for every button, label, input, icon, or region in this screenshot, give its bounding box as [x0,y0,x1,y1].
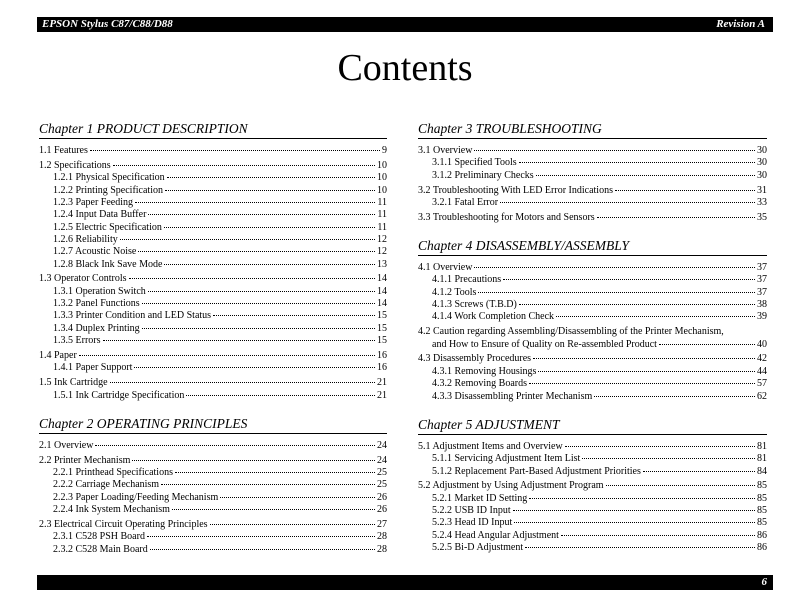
toc-entry-title: 2.1 Overview [39,439,94,451]
dot-leader [606,485,755,486]
toc-entry-title: 4.3.1 Removing Housings [432,365,537,377]
toc-entry-page: 31 [757,184,767,196]
toc-entry-page: 26 [377,504,387,516]
toc-entry-page: 30 [757,157,767,169]
toc-entry-page: 26 [377,491,387,503]
toc-entry-page: 15 [377,335,387,347]
toc-entry-title: 3.3 Troubleshooting for Motors and Sensors [418,211,595,223]
toc-entry[interactable] [39,350,387,362]
dot-leader [514,522,755,523]
dot-leader [172,509,375,510]
toc-entry-page: 28 [377,531,387,543]
toc-entry-page: 38 [757,299,767,311]
dot-leader [165,190,375,191]
toc-entry-page: 84 [757,465,767,477]
dot-leader [150,549,375,550]
dot-leader [147,536,375,537]
page-number: 6 [761,576,767,588]
toc-entry[interactable] [39,185,387,197]
dot-leader [519,162,755,163]
toc-entry-title: 5.2.4 Head Angular Adjustment [432,529,559,541]
toc-entry-title: 1.2.4 Input Data Buffer [53,209,147,221]
toc-entry-page: 81 [757,453,767,465]
chapter-spacer [418,224,767,237]
toc-entry[interactable] [39,273,387,285]
dot-leader [220,497,375,498]
dot-leader [148,214,375,215]
toc-entry[interactable] [418,326,767,338]
toc-entry[interactable] [39,160,387,172]
toc-entry-title: 4.1.4 Work Completion Check [432,311,555,323]
header-bar [37,17,773,32]
toc-entry[interactable] [418,517,767,529]
toc-entry[interactable] [39,246,387,258]
toc-entry[interactable] [39,504,387,516]
toc-left-column [39,120,387,556]
toc-entry-page: 86 [757,542,767,554]
toc-entry-page: 37 [757,286,767,298]
toc-entry-page: 85 [757,517,767,529]
dot-leader [134,367,375,368]
toc-entry-page: 25 [377,467,387,479]
dot-leader [536,175,755,176]
dot-leader [503,279,755,280]
toc-entry-page: 11 [377,196,387,208]
dot-leader [90,150,380,151]
toc-entry-page: 62 [757,390,767,402]
dot-leader [110,382,375,383]
toc-entry-page: 85 [757,505,767,517]
chapter-heading[interactable]: Chapter 2 OPERATING PRINCIPLES [39,415,387,434]
toc-entry[interactable] [39,390,387,402]
toc-entry[interactable] [39,492,387,504]
toc-entry-page: 44 [757,365,767,377]
toc-entry[interactable] [418,493,767,505]
toc-entry[interactable] [418,339,767,351]
toc-entry[interactable] [39,544,387,556]
toc-entry[interactable] [418,542,767,554]
chapter-heading[interactable]: Chapter 4 DISASSEMBLY/ASSEMBLY [418,237,767,256]
dot-leader [113,165,375,166]
toc-entry-title: 1.2.8 Black Ink Save Mode [53,258,163,270]
toc-entry-page: 16 [377,362,387,374]
toc-entry-page: 40 [757,338,767,350]
toc-entry-page: 85 [757,480,767,492]
toc-entry[interactable] [418,262,767,274]
toc-entry[interactable] [39,440,387,452]
toc-entry-page: 30 [757,145,767,156]
toc-entry[interactable] [39,209,387,221]
chapter-heading[interactable]: Chapter 3 TROUBLESHOOTING [418,120,767,139]
dot-leader [513,510,755,511]
toc-entry-title: 1.2.7 Acoustic Noise [53,246,137,258]
toc-entry[interactable] [418,311,767,323]
toc-entry-title: 3.2 Troubleshooting With LED Error Indications [418,184,613,196]
toc-entry-title: 5.2.2 USB ID Input [432,505,511,517]
toc-entry-title: 1.5.1 Ink Cartridge Specification [53,389,185,401]
toc-entry-title: 1.4 Paper [39,350,77,361]
toc-entry[interactable] [39,310,387,322]
toc-entry-page: 21 [377,377,387,389]
toc-entry[interactable] [39,519,387,531]
toc-entry-page: 24 [377,439,387,451]
toc-entry[interactable] [39,197,387,209]
dot-leader [103,340,376,341]
toc-entry-title: 1.3.5 Errors [53,335,101,347]
toc-entry-page: 27 [377,518,387,530]
dot-leader [519,304,755,305]
dot-leader [561,535,755,536]
dot-leader [474,150,755,151]
toc-entry[interactable] [418,170,767,182]
toc-entry[interactable] [39,479,387,491]
toc-entry[interactable] [39,286,387,298]
toc-entry-page: 10 [377,172,387,184]
dot-leader [129,278,376,279]
toc-entry-title: 5.2 Adjustment by Using Adjustment Program [418,480,604,492]
toc-entry-title: 4.3 Disassembly Procedures [418,353,532,365]
toc-entry-page: 11 [377,221,387,233]
toc-entry-page: 14 [377,273,387,285]
toc-entry-title: 1.4.1 Paper Support [53,362,133,374]
toc-entry-title: and How to Ensure of Quality on Re-assembled Product [432,338,657,350]
toc-entry-title: 2.2.3 Paper Loading/Feeding Mechanism [53,491,219,503]
header-product-name: EPSON Stylus C87/C88/D88 [42,18,173,30]
toc-entry-page: 13 [377,258,387,270]
toc-entry-title: 3.1.2 Preliminary Checks [432,169,534,181]
toc-entry-title: 2.2.1 Printhead Specifications [53,467,173,479]
toc-entry-page: 15 [377,322,387,334]
toc-entry-page: 37 [757,274,767,286]
toc-entry[interactable] [418,212,767,224]
toc-entry-title: 1.2.6 Reliability [53,233,118,245]
toc-entry-title: 1.5 Ink Cartridge [39,377,108,389]
dot-leader [142,328,375,329]
toc-entry-title: 5.1 Adjustment Items and Overview [418,440,563,452]
toc-entry[interactable] [418,366,767,378]
toc-entry-page: 12 [377,233,387,245]
dot-leader [210,524,375,525]
toc-entry-title: 4.1.1 Precautions [432,274,502,286]
toc-entry-title: 1.3.1 Operation Switch [53,285,146,297]
toc-entry[interactable] [418,505,767,517]
toc-entry-title: 5.2.1 Market ID Setting [432,492,528,504]
toc-entry[interactable] [418,145,767,157]
dot-leader [142,303,375,304]
toc-entry[interactable] [418,157,767,169]
toc-entry[interactable] [39,455,387,467]
toc-entry-page: 37 [757,262,767,274]
toc-entry-title: 5.1.1 Servicing Adjustment Item List [432,453,581,465]
toc-entry-title: 2.3.1 C528 PSH Board [53,531,145,543]
toc-entry[interactable] [39,362,387,374]
dot-leader [175,472,375,473]
toc-entry-page: 25 [377,479,387,491]
toc-entry-page: 57 [757,378,767,390]
toc-entry[interactable] [418,378,767,390]
toc-right-column [418,120,767,554]
toc-entry-page: 30 [757,169,767,181]
dot-leader [500,202,755,203]
toc-entry-title: 1.1 Features [39,145,88,156]
toc-entry[interactable] [39,234,387,246]
toc-entry-title: 2.2.4 Ink System Mechanism [53,504,170,516]
toc-entry-page: 15 [377,310,387,322]
toc-entry-page: 14 [377,285,387,297]
dot-leader [529,383,755,384]
toc-entry[interactable] [39,172,387,184]
dot-leader [95,445,375,446]
toc-entry-title: 3.2.1 Fatal Error [432,196,499,208]
toc-entry[interactable] [39,298,387,310]
toc-entry-page: 81 [757,440,767,452]
dot-leader [594,396,755,397]
dot-leader [597,217,755,218]
toc-entry-page: 33 [757,196,767,208]
toc-entry-title: 4.2 Caution regarding Assembling/Disassembling of the Printer Mechanism, [418,326,724,338]
dot-leader [138,251,375,252]
toc-entry-title: 4.1 Overview [418,262,473,274]
dot-leader [164,264,375,265]
toc-entry-title: 1.2 Specifications [39,159,111,171]
toc-entry-title: 3.1.1 Specified Tools [432,157,517,169]
page-title: Contents [337,47,473,89]
toc-entry-page: 12 [377,246,387,258]
toc-entry[interactable] [418,353,767,365]
dot-leader [164,227,376,228]
toc-entry-title: 3.1 Overview [418,145,473,156]
toc-entry-title: 5.1.2 Replacement Part-Based Adjustment Priorities [432,465,641,477]
toc-entry-page: 39 [757,311,767,323]
dot-leader [474,267,755,268]
chapter-heading[interactable]: Chapter 5 ADJUSTMENT [418,416,767,435]
toc-entry[interactable] [39,467,387,479]
header-revision: Revision A [716,18,765,30]
toc-entry[interactable] [418,197,767,209]
toc-entry-title: 2.2 Printer Mechanism [39,454,131,466]
toc-entry-title: 2.2.2 Carriage Mechanism [53,479,160,491]
toc-entry-title: 1.2.2 Printing Specification [53,184,163,196]
dot-leader [538,371,755,372]
dot-leader [79,355,375,356]
toc-entry-page: 10 [377,184,387,196]
chapter-heading[interactable]: Chapter 1 PRODUCT DESCRIPTION [39,120,387,139]
toc-entry-page: 10 [377,159,387,171]
toc-entry-title: 2.3 Electrical Circuit Operating Principles [39,518,208,530]
dot-leader [213,315,375,316]
toc-entry[interactable] [418,287,767,299]
dot-leader [565,446,755,447]
toc-entry-title: 1.2.5 Electric Specification [53,221,162,233]
toc-entry[interactable] [418,441,767,453]
toc-entry-title: 5.2.5 Bi-D Adjustment [432,542,524,554]
toc-entry-title: 4.3.3 Disassembling Printer Mechanism [432,390,593,402]
toc-entry[interactable] [39,323,387,335]
dot-leader [615,190,755,191]
toc-entry[interactable] [39,145,387,157]
toc-entry-title: 1.2.3 Paper Feeding [53,196,133,208]
toc-entry-title: 1.3.4 Duplex Printing [53,322,140,334]
toc-entry[interactable] [418,299,767,311]
dot-leader [659,344,755,345]
toc-entry-title: 4.1.2 Tools [432,286,477,298]
toc-entry-page: 9 [382,145,387,156]
toc-entry-page: 35 [757,211,767,223]
toc-entry[interactable] [418,530,767,542]
toc-entry-page: 16 [377,350,387,361]
toc-entry[interactable] [418,274,767,286]
toc-entry-title: 5.2.3 Head ID Input [432,517,513,529]
footer-bar [37,575,773,590]
toc-entry-page: 42 [757,353,767,365]
toc-entry-title: 1.3 Operator Controls [39,273,127,285]
dot-leader [478,292,755,293]
toc-entry[interactable] [39,259,387,271]
dot-leader [186,395,375,396]
toc-entry[interactable] [39,222,387,234]
toc-entry-title: 4.3.2 Removing Boards [432,378,527,390]
toc-entry-title: 1.2.1 Physical Specification [53,172,165,184]
toc-entry[interactable] [418,185,767,197]
dot-leader [161,484,375,485]
toc-entry-page: 86 [757,529,767,541]
chapter-spacer [418,403,767,416]
toc-entry-page: 85 [757,492,767,504]
toc-entry-title: 2.3.2 C528 Main Board [53,543,148,555]
toc-entry-page: 24 [377,454,387,466]
toc-entry-page: 11 [377,209,387,221]
dot-leader [135,202,375,203]
dot-leader [533,358,755,359]
toc-entry[interactable] [39,335,387,347]
dot-leader [556,316,755,317]
toc-entry-title: 1.3.2 Panel Functions [53,298,140,310]
toc-entry-title: 1.3.3 Printer Condition and LED Status [53,310,212,322]
toc-entry-page: 21 [377,389,387,401]
dot-leader [148,291,375,292]
toc-entry[interactable] [39,377,387,389]
dot-leader [643,471,755,472]
toc-entry[interactable] [39,531,387,543]
toc-entry-page: 28 [377,543,387,555]
dot-leader [132,460,375,461]
toc-entry[interactable] [418,466,767,478]
dot-leader [529,498,755,499]
toc-entry[interactable] [418,391,767,403]
toc-entry[interactable] [418,480,767,492]
dot-leader [582,458,755,459]
dot-leader [120,239,375,240]
chapter-spacer [39,402,387,415]
dot-leader [167,177,375,178]
dot-leader [525,547,755,548]
toc-entry[interactable] [418,453,767,465]
toc-entry-page: 14 [377,298,387,310]
toc-entry-title: 4.1.3 Screws (T.B.D) [432,299,517,311]
